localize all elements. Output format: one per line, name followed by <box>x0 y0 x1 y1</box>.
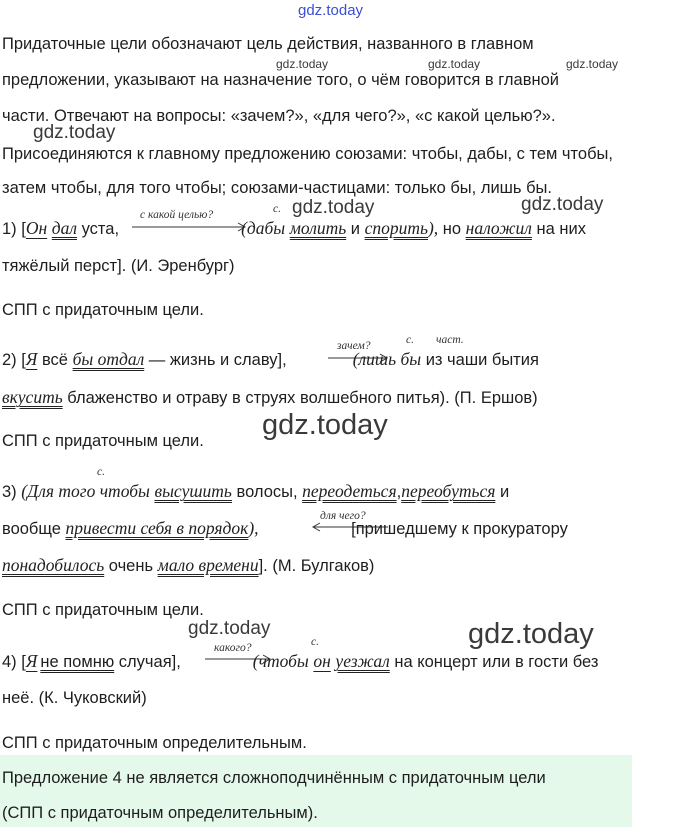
predicate: спорить <box>364 218 428 238</box>
predicate: мало времени <box>157 555 259 575</box>
watermark: gdz.today <box>262 409 388 441</box>
predicate: дал <box>51 218 78 238</box>
conjunction-mark: с. <box>97 466 105 478</box>
sentence-1-line2: тяжёлый перст]. (И. Эренбург) <box>2 257 235 275</box>
verdict: СПП с придаточным цели. <box>2 301 204 319</box>
question-note: зачем? <box>337 340 371 352</box>
question-note: для чего? <box>320 510 366 522</box>
sentence-3: 3) (Для того чтобы высушить волосы, переодеться,переобуться и <box>2 481 510 501</box>
conjunction: лишь бы <box>358 349 422 369</box>
intro-line: предложении, указывают на назначение того, о чём говорится в главной <box>2 71 559 89</box>
predicate: молить <box>289 218 347 238</box>
watermark: gdz.today <box>566 57 619 71</box>
conjunction: чтобы <box>258 651 309 671</box>
sentence-4-line2: неё. (К. Чуковский) <box>2 689 147 707</box>
predicate: переодеться <box>302 481 397 501</box>
predicate: привести себя в порядок <box>65 518 249 538</box>
subject: он <box>313 651 331 671</box>
watermark: gdz.today <box>428 57 481 71</box>
subject: Я <box>25 349 38 369</box>
intro-line: затем чтобы, для того чтобы; союзами-частицами: только бы, лишь бы. <box>2 179 552 197</box>
watermark: gdz.today <box>276 57 329 71</box>
answer-line: (СПП с придаточным определительным). <box>2 804 318 822</box>
conjunction-mark: с. <box>406 334 414 346</box>
watermark: gdz.today <box>188 618 271 639</box>
watermark: gdz.today <box>468 618 594 650</box>
intro-line: части. Отвечают на вопросы: «зачем?», «для чего?», «с какой целью?». <box>2 107 556 125</box>
question-note: какого? <box>214 642 252 654</box>
sentence-2: 2) [Я всё бы отдал — жизнь и славу], (лишь бы из чаши бытия <box>2 349 539 369</box>
predicate: понадобилось <box>2 555 105 575</box>
sentence-3-line3: понадобилось очень мало времени]. (М. Булгаков) <box>2 555 375 575</box>
watermark: gdz.today <box>521 194 604 215</box>
conjunction-mark: с. <box>273 203 281 215</box>
predicate: уезжал <box>335 651 390 671</box>
conjunction: Для того чтобы <box>27 481 150 501</box>
predicate: переобуться <box>401 481 496 501</box>
predicate: не помню <box>40 653 115 671</box>
sentence-3-line2: вообще привести себя в порядок), [пришедшему к прокуратору <box>2 518 568 538</box>
intro-line: Присоединяются к главному предложению союзами: чтобы, дабы, с тем чтобы, <box>2 145 613 163</box>
sentence-4: 4) [Я не помню случая], (чтобы он уезжал на концерт или в гости без <box>2 651 599 671</box>
sentence-1: 1) [Он дал уста, (дабы молить и спорить), но наложил на них <box>2 218 586 238</box>
predicate: высушить <box>154 481 232 501</box>
predicate: наложил <box>465 218 532 238</box>
subject: Я <box>25 651 38 671</box>
verdict: СПП с придаточным цели. <box>2 601 204 619</box>
verdict: СПП с придаточным определительным. <box>2 734 307 752</box>
intro-line: Придаточные цели обозначают цель действия, названного в главном <box>2 35 534 53</box>
subject: Он <box>25 218 48 238</box>
sentence-2-line2: вкусить блаженство и отраву в струях волшебного питья). (П. Ершов) <box>2 387 538 407</box>
particle-mark: част. <box>436 334 464 346</box>
predicate: бы отдал <box>72 349 145 369</box>
conjunction-mark: с. <box>311 636 319 648</box>
question-note: с какой целью? <box>140 209 214 221</box>
verdict: СПП с придаточным цели. <box>2 432 204 450</box>
predicate: вкусить <box>2 387 63 407</box>
watermark: gdz.today <box>33 122 116 143</box>
watermark-top: gdz.today <box>298 2 364 19</box>
answer-line: Предложение 4 не является сложноподчинённым с придаточным цели <box>2 769 546 787</box>
watermark: gdz.today <box>292 197 375 218</box>
conjunction: дабы <box>246 218 286 238</box>
